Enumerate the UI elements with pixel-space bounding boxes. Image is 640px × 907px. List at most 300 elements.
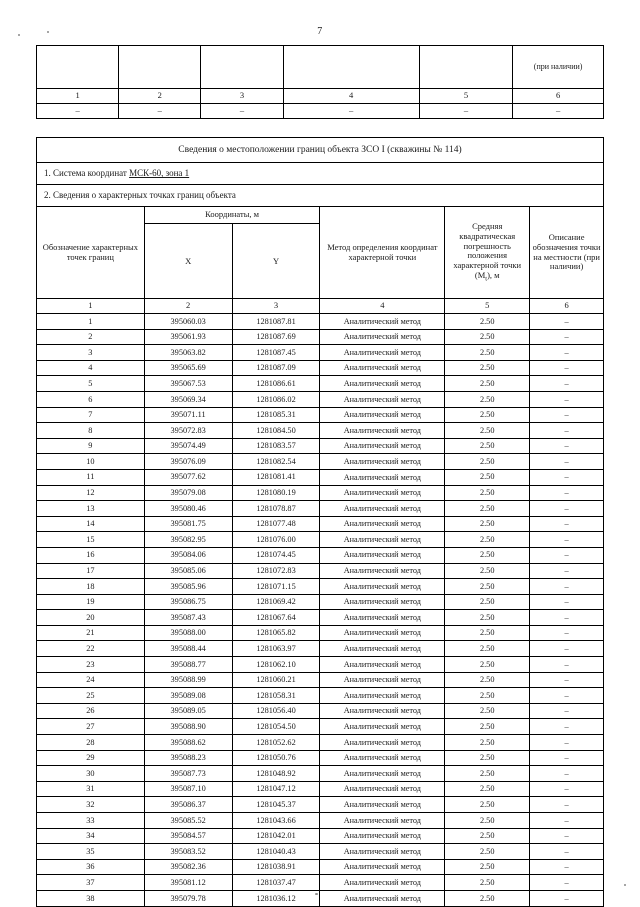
coordinate-x: 395081.12 (144, 875, 232, 891)
coordinate-y: 1281071.15 (232, 579, 320, 595)
determination-method: Аналитический метод (320, 469, 445, 485)
coordinate-x: 395088.77 (144, 657, 232, 673)
mean-square-error: 2.50 (445, 532, 530, 548)
scan-speck (18, 34, 20, 36)
coordinate-x: 395089.08 (144, 688, 232, 704)
col-number-1: 1 (37, 299, 145, 314)
coordinate-x: 395085.06 (144, 563, 232, 579)
determination-method: Аналитический метод (320, 719, 445, 735)
table-row (37, 657, 604, 673)
coordinate-y: 1281069.42 (232, 594, 320, 610)
table-row (37, 766, 604, 782)
coordinate-y: 1281083.57 (232, 438, 320, 454)
coordinate-x: 395083.52 (144, 844, 232, 860)
point-number: 24 (37, 672, 145, 688)
determination-method: Аналитический метод (320, 641, 445, 657)
mean-square-error: 2.50 (445, 454, 530, 470)
mean-square-error: 2.50 (445, 719, 530, 735)
mean-square-error: 2.50 (445, 314, 530, 330)
coordinate-y: 1281067.64 (232, 610, 320, 626)
point-description: – (530, 376, 604, 392)
coordinate-y: 1281056.40 (232, 703, 320, 719)
table-row (37, 750, 604, 766)
table-row (37, 469, 604, 485)
mean-square-error: 2.50 (445, 735, 530, 751)
mean-square-error: 2.50 (445, 859, 530, 875)
coordinate-y: 1281054.50 (232, 719, 320, 735)
coordinate-y: 1281043.66 (232, 813, 320, 829)
mean-square-error: 2.50 (445, 672, 530, 688)
top-header-cell-3 (201, 46, 283, 89)
top-col-number-3: 3 (201, 89, 283, 104)
coordinate-y: 1281040.43 (232, 844, 320, 860)
determination-method: Аналитический метод (320, 875, 445, 891)
mean-square-error: 2.50 (445, 813, 530, 829)
column-numbers-row (37, 299, 604, 314)
point-number: 15 (37, 532, 145, 548)
coordinate-x: 395084.57 (144, 828, 232, 844)
coordinate-x: 395065.69 (144, 360, 232, 376)
coordinate-y: 1281048.92 (232, 766, 320, 782)
point-number: 23 (37, 657, 145, 673)
coordinate-x: 395087.43 (144, 610, 232, 626)
coordinate-x: 395084.06 (144, 547, 232, 563)
point-number: 14 (37, 516, 145, 532)
point-description: – (530, 563, 604, 579)
coordinate-x: 395076.09 (144, 454, 232, 470)
determination-method: Аналитический метод (320, 750, 445, 766)
coordinate-x: 395082.95 (144, 532, 232, 548)
coordinate-y: 1281036.12 (232, 890, 320, 906)
point-number: 33 (37, 813, 145, 829)
col-number-3: 3 (232, 299, 320, 314)
coordinate-y: 1281086.02 (232, 391, 320, 407)
point-number: 18 (37, 579, 145, 595)
coordinate-y: 1281060.21 (232, 672, 320, 688)
determination-method: Аналитический метод (320, 516, 445, 532)
coordinate-x: 395063.82 (144, 345, 232, 361)
point-number: 34 (37, 828, 145, 844)
top-dash-1: – (37, 104, 119, 119)
coordinate-x: 395069.34 (144, 391, 232, 407)
point-description: – (530, 469, 604, 485)
table-row (37, 688, 604, 704)
point-number: 11 (37, 469, 145, 485)
point-number: 37 (37, 875, 145, 891)
coordinate-y: 1281078.87 (232, 501, 320, 517)
determination-method: Аналитический метод (320, 407, 445, 423)
coordinate-y: 1281042.01 (232, 828, 320, 844)
table-row (37, 735, 604, 751)
coordinate-x: 395086.75 (144, 594, 232, 610)
determination-method: Аналитический метод (320, 485, 445, 501)
point-description: – (530, 485, 604, 501)
table-row (37, 485, 604, 501)
coordinate-x: 395086.37 (144, 797, 232, 813)
point-number: 38 (37, 890, 145, 906)
coordinate-x: 395074.49 (144, 438, 232, 454)
point-description: – (530, 407, 604, 423)
point-number: 16 (37, 547, 145, 563)
determination-method: Аналитический метод (320, 423, 445, 439)
table-row (37, 610, 604, 626)
point-description: – (530, 329, 604, 345)
table-row (37, 813, 604, 829)
top-header-cell-4 (283, 46, 419, 89)
coordinate-x: 395087.73 (144, 766, 232, 782)
scan-speck (47, 31, 49, 33)
point-description: – (530, 610, 604, 626)
coordinate-x: 395079.78 (144, 890, 232, 906)
point-number: 10 (37, 454, 145, 470)
header-error: Средняя квадратическая погрешность положения характерной точки $(М_t)$, м (445, 207, 530, 299)
point-description: – (530, 875, 604, 891)
point-number: 8 (37, 423, 145, 439)
point-description: – (530, 532, 604, 548)
mean-square-error: 2.50 (445, 516, 530, 532)
table-row (37, 828, 604, 844)
top-dash-5: – (419, 104, 513, 119)
mean-square-error: 2.50 (445, 563, 530, 579)
mean-square-error: 2.50 (445, 766, 530, 782)
point-number: 2 (37, 329, 145, 345)
point-number: 28 (37, 735, 145, 751)
top-dash-3: – (201, 104, 283, 119)
coordinates-group-header-row (37, 207, 604, 224)
point-description: – (530, 719, 604, 735)
coordinate-x: 395088.44 (144, 641, 232, 657)
point-description: – (530, 703, 604, 719)
point-description: – (530, 516, 604, 532)
point-description: – (530, 641, 604, 657)
table-row (37, 547, 604, 563)
mean-square-error: 2.50 (445, 360, 530, 376)
coordinate-y: 1281086.61 (232, 376, 320, 392)
coordinate-y: 1281065.82 (232, 625, 320, 641)
top-col-number-1: 1 (37, 89, 119, 104)
scan-speck (624, 884, 626, 886)
point-number: 22 (37, 641, 145, 657)
point-description: – (530, 890, 604, 906)
coordinate-y: 1281082.54 (232, 454, 320, 470)
point-number: 5 (37, 376, 145, 392)
table-row (37, 797, 604, 813)
coordinate-system-value: МСК-60, зона 1 (129, 168, 190, 179)
mean-square-error: 2.50 (445, 797, 530, 813)
mean-square-error: 2.50 (445, 329, 530, 345)
determination-method: Аналитический метод (320, 735, 445, 751)
determination-method: Аналитический метод (320, 781, 445, 797)
point-description: – (530, 657, 604, 673)
coordinate-y: 1281047.12 (232, 781, 320, 797)
top-continuation-table (36, 45, 604, 119)
mean-square-error: 2.50 (445, 657, 530, 673)
top-dash-6: – (513, 104, 604, 119)
mean-square-error: 2.50 (445, 423, 530, 439)
point-number: 4 (37, 360, 145, 376)
point-description: – (530, 735, 604, 751)
top-header-cell-2 (119, 46, 201, 89)
point-description: – (530, 501, 604, 517)
point-number: 19 (37, 594, 145, 610)
determination-method: Аналитический метод (320, 625, 445, 641)
table-row (37, 563, 604, 579)
determination-method: Аналитический метод (320, 594, 445, 610)
coordinate-y: 1281062.10 (232, 657, 320, 673)
coordinate-y: 1281085.31 (232, 407, 320, 423)
point-description: – (530, 781, 604, 797)
coordinate-x: 395085.96 (144, 579, 232, 595)
coordinate-system-row (37, 163, 604, 185)
table-title-row (37, 138, 604, 163)
header-description: Описание обозначения точки на местности (при наличии) (530, 207, 604, 299)
coordinate-y: 1281050.76 (232, 750, 320, 766)
coordinate-x: 395079.08 (144, 485, 232, 501)
table-row (37, 532, 604, 548)
point-description: – (530, 594, 604, 610)
point-number: 6 (37, 391, 145, 407)
mean-square-error: 2.50 (445, 438, 530, 454)
table-row (37, 423, 604, 439)
mean-square-error: 2.50 (445, 345, 530, 361)
mean-square-error: 2.50 (445, 469, 530, 485)
top-col-number-5: 5 (419, 89, 513, 104)
determination-method: Аналитический метод (320, 859, 445, 875)
mean-square-error: 2.50 (445, 610, 530, 626)
coordinate-y: 1281052.62 (232, 735, 320, 751)
section-2-row (37, 185, 604, 207)
table-row (37, 672, 604, 688)
table-row (37, 438, 604, 454)
determination-method: Аналитический метод (320, 360, 445, 376)
mean-square-error: 2.50 (445, 875, 530, 891)
point-number: 7 (37, 407, 145, 423)
mean-square-error: 2.50 (445, 579, 530, 595)
coordinate-x: 395088.62 (144, 735, 232, 751)
mean-square-error: 2.50 (445, 641, 530, 657)
determination-method: Аналитический метод (320, 890, 445, 906)
point-description: – (530, 844, 604, 860)
table-title: Сведения о местоположении границ объекта ЗСО I (скважины № 114) (37, 138, 604, 163)
coordinate-x: 395072.83 (144, 423, 232, 439)
top-col-number-6: 6 (513, 89, 604, 104)
determination-method: Аналитический метод (320, 547, 445, 563)
mean-square-error: 2.50 (445, 844, 530, 860)
col-number-5: 5 (445, 299, 530, 314)
point-number: 29 (37, 750, 145, 766)
table-row (37, 594, 604, 610)
col-number-2: 2 (144, 299, 232, 314)
top-dash-2: – (119, 104, 201, 119)
table-row (37, 625, 604, 641)
determination-method: Аналитический метод (320, 579, 445, 595)
table-row (37, 407, 604, 423)
col-number-6: 6 (530, 299, 604, 314)
coordinate-y: 1281038.91 (232, 859, 320, 875)
coordinate-y: 1281087.09 (232, 360, 320, 376)
coordinate-y: 1281087.81 (232, 314, 320, 330)
header-method: Метод определения координат характерной точки (320, 207, 445, 299)
point-description: – (530, 828, 604, 844)
coordinate-y: 1281081.41 (232, 469, 320, 485)
mean-square-error: 2.50 (445, 594, 530, 610)
coordinate-y: 1281084.50 (232, 423, 320, 439)
point-number: 36 (37, 859, 145, 875)
determination-method: Аналитический метод (320, 314, 445, 330)
coordinate-x: 395089.05 (144, 703, 232, 719)
scan-speck (315, 893, 318, 895)
determination-method: Аналитический метод (320, 501, 445, 517)
coordinate-y: 1281072.83 (232, 563, 320, 579)
coordinate-y: 1281037.47 (232, 875, 320, 891)
determination-method: Аналитический метод (320, 376, 445, 392)
mean-square-error: 2.50 (445, 890, 530, 906)
mean-square-error: 2.50 (445, 547, 530, 563)
table-row (37, 391, 604, 407)
table-row (37, 703, 604, 719)
coordinate-y: 1281063.97 (232, 641, 320, 657)
point-description: – (530, 547, 604, 563)
mean-square-error: 2.50 (445, 781, 530, 797)
point-description: – (530, 345, 604, 361)
point-number: 9 (37, 438, 145, 454)
point-number: 31 (37, 781, 145, 797)
mean-square-error: 2.50 (445, 625, 530, 641)
point-number: 20 (37, 610, 145, 626)
header-x: X (144, 224, 232, 299)
determination-method: Аналитический метод (320, 391, 445, 407)
point-description: – (530, 579, 604, 595)
mean-square-error: 2.50 (445, 688, 530, 704)
point-number: 25 (37, 688, 145, 704)
determination-method: Аналитический метод (320, 657, 445, 673)
point-description: – (530, 625, 604, 641)
top-header-cell-5 (419, 46, 513, 89)
coordinate-x: 395067.53 (144, 376, 232, 392)
determination-method: Аналитический метод (320, 844, 445, 860)
table-row (37, 844, 604, 860)
point-description: – (530, 766, 604, 782)
point-description: – (530, 672, 604, 688)
table-row (37, 859, 604, 875)
top-col-number-4: 4 (283, 89, 419, 104)
table-row (37, 345, 604, 361)
coordinate-x: 395087.10 (144, 781, 232, 797)
boundary-points-table (36, 137, 604, 907)
point-number: 26 (37, 703, 145, 719)
determination-method: Аналитический метод (320, 610, 445, 626)
point-number: 35 (37, 844, 145, 860)
determination-method: Аналитический метод (320, 672, 445, 688)
determination-method: Аналитический метод (320, 438, 445, 454)
page-number: 7 (317, 26, 323, 37)
point-description: – (530, 360, 604, 376)
table-row (37, 501, 604, 517)
determination-method: Аналитический метод (320, 532, 445, 548)
point-number: 27 (37, 719, 145, 735)
coordinate-x: 395061.93 (144, 329, 232, 345)
top-table-dash-row (37, 104, 604, 119)
determination-method: Аналитический метод (320, 797, 445, 813)
coordinate-y: 1281076.00 (232, 532, 320, 548)
table-row (37, 516, 604, 532)
coordinate-x: 395085.52 (144, 813, 232, 829)
point-description: – (530, 813, 604, 829)
point-description: – (530, 391, 604, 407)
table-row (37, 890, 604, 906)
mean-square-error: 2.50 (445, 750, 530, 766)
top-table-number-row (37, 89, 604, 104)
coordinate-system-cell (37, 163, 604, 185)
coordinate-x: 395060.03 (144, 314, 232, 330)
coordinate-x: 395082.36 (144, 859, 232, 875)
determination-method: Аналитический метод (320, 766, 445, 782)
section-2-label: 2. Сведения о характерных точках границ объекта (37, 185, 604, 207)
coordinate-x: 395077.62 (144, 469, 232, 485)
coordinate-x: 395071.11 (144, 407, 232, 423)
col-number-4: 4 (320, 299, 445, 314)
coordinate-y: 1281080.19 (232, 485, 320, 501)
mean-square-error: 2.50 (445, 703, 530, 719)
header-point-designation: Обозначение характерных точек границ (37, 207, 145, 299)
point-description: – (530, 454, 604, 470)
table-row (37, 376, 604, 392)
table-row (37, 579, 604, 595)
coordinate-y: 1281045.37 (232, 797, 320, 813)
table-row (37, 875, 604, 891)
table-body (37, 314, 604, 907)
point-description: – (530, 438, 604, 454)
point-number: 17 (37, 563, 145, 579)
point-description: – (530, 750, 604, 766)
point-description: – (530, 423, 604, 439)
determination-method: Аналитический метод (320, 828, 445, 844)
point-number: 21 (37, 625, 145, 641)
top-dash-4: – (283, 104, 419, 119)
mean-square-error: 2.50 (445, 391, 530, 407)
coordinate-x: 395081.75 (144, 516, 232, 532)
table-row (37, 314, 604, 330)
determination-method: Аналитический метод (320, 329, 445, 345)
coordinate-x: 395088.23 (144, 750, 232, 766)
point-description: – (530, 688, 604, 704)
determination-method: Аналитический метод (320, 813, 445, 829)
top-header-cell-1 (37, 46, 119, 89)
mean-square-error: 2.50 (445, 485, 530, 501)
top-col-number-2: 2 (119, 89, 201, 104)
point-number: 32 (37, 797, 145, 813)
coordinate-y: 1281087.69 (232, 329, 320, 345)
determination-method: Аналитический метод (320, 563, 445, 579)
coordinate-x: 395088.90 (144, 719, 232, 735)
top-table-header-row (37, 46, 604, 89)
table-row (37, 719, 604, 735)
table-row (37, 360, 604, 376)
point-description: – (530, 314, 604, 330)
table-row (37, 329, 604, 345)
header-coordinates-group: Координаты, м (144, 207, 320, 224)
table-row (37, 641, 604, 657)
point-number: 12 (37, 485, 145, 501)
point-number: 1 (37, 314, 145, 330)
determination-method: Аналитический метод (320, 688, 445, 704)
point-number: 3 (37, 345, 145, 361)
determination-method: Аналитический метод (320, 454, 445, 470)
coordinate-x: 395088.99 (144, 672, 232, 688)
mean-square-error: 2.50 (445, 376, 530, 392)
point-description: – (530, 859, 604, 875)
determination-method: Аналитический метод (320, 345, 445, 361)
